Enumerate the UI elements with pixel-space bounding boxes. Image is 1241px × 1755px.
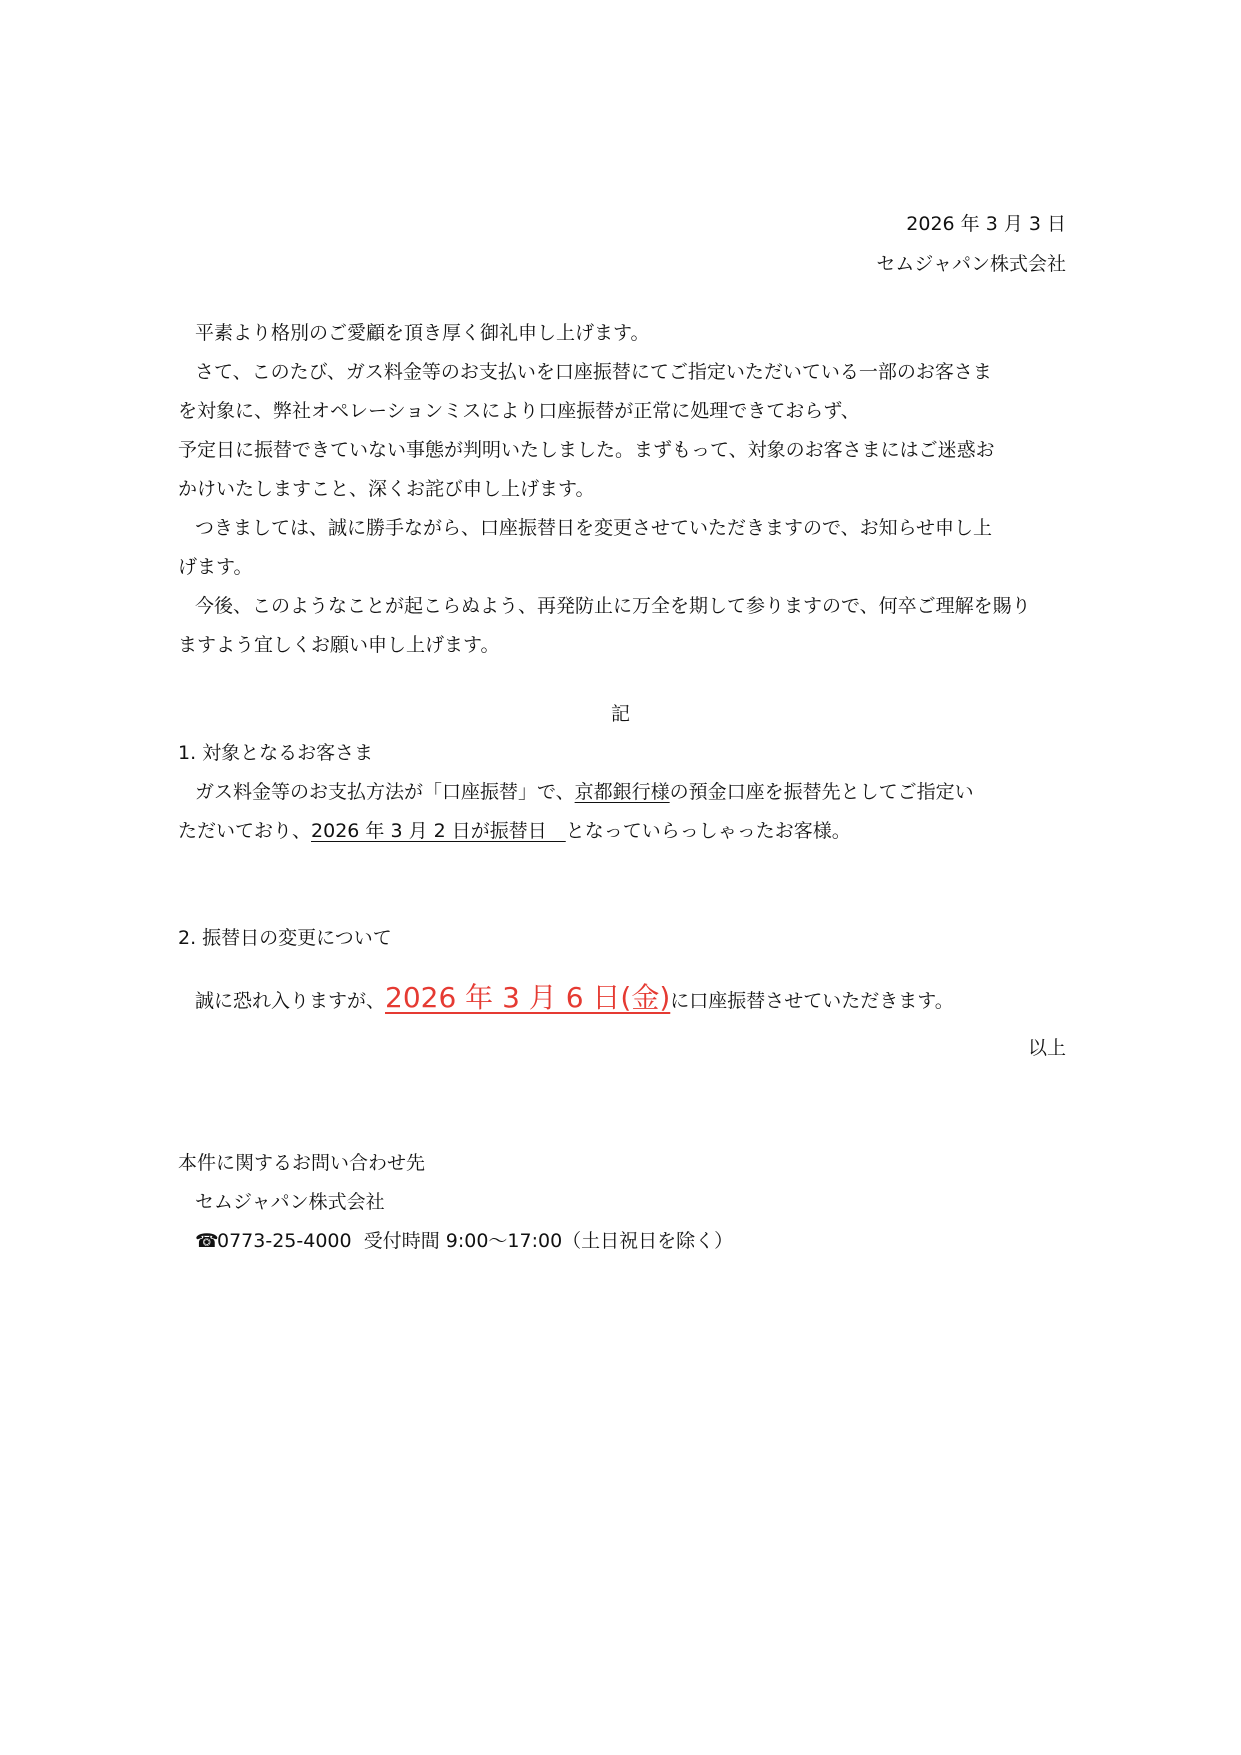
contact-hours: 受付時間 9:00～17:00（土日祝日を除く） xyxy=(363,1230,734,1252)
section-2-prefix: 誠に恐れ入りますが、 xyxy=(195,990,386,1012)
section-1-line-1 xyxy=(195,779,974,805)
body-paragraph-4-line-1: 今後、このようなことが起こらぬよう、再発防止に万全を期して参りますので、何卒ご理解を賜り xyxy=(195,595,1031,617)
section-1-line-2 xyxy=(178,818,851,844)
body-paragraph-3-line-2: げます。 xyxy=(178,556,253,578)
contact-phone-number: 0773-25-4000 xyxy=(217,1230,352,1252)
section-1-text-d: となっていらっしゃったお客様。 xyxy=(565,820,851,842)
body-paragraph-2-line-4: かけいたしますこと、深くお詫び申し上げます。 xyxy=(178,478,595,500)
bank-name: 京都銀行様 xyxy=(574,781,670,803)
body-paragraph-2-line-2: を対象に、弊社オペレーションミスにより口座振替が正常に処理できておらず、 xyxy=(178,400,860,422)
contact-heading: 本件に関するお問い合わせ先 xyxy=(178,1152,426,1174)
body-paragraph-1: 平素より格別のご愛顧を頂き厚く御礼申し上げます。 xyxy=(195,322,650,344)
body-paragraph-2-line-1: さて、このたび、ガス料金等のお支払いを口座振替にてご指定いただいている一部のお客さま xyxy=(195,361,992,383)
issuer-company: セムジャパン株式会社 xyxy=(876,253,1066,275)
issue-date: 2026 年 3 月 3 日 xyxy=(906,213,1066,235)
closing-mark: 以上 xyxy=(1027,1037,1066,1059)
contact-phone-line xyxy=(195,1228,733,1254)
new-transfer-date: 2026 年 3 月 6 日(金) xyxy=(385,981,671,1014)
phone-icon: ☎ xyxy=(195,1230,219,1252)
section-2-heading: 2. 振替日の変更について xyxy=(178,927,392,949)
body-paragraph-2-line-3: 予定日に振替できていない事態が判明いたしました。まずもって、対象のお客さまにはご迷惑お xyxy=(178,439,995,461)
section-1-text-a: ガス料金等のお支払方法が「口座振替」で、 xyxy=(195,781,575,803)
original-transfer-date: 2026 年 3 月 2 日が振替日 xyxy=(311,820,566,842)
body-paragraph-3-line-1: つきましては、誠に勝手ながら、口座振替日を変更させていただきますので、お知らせ申し上 xyxy=(195,517,993,539)
section-2-line xyxy=(195,980,954,1019)
contact-company: セムジャパン株式会社 xyxy=(195,1191,385,1213)
section-1-text-b: の預金口座を振替先としてご指定い xyxy=(669,781,974,803)
ki-marker: 記 xyxy=(610,703,630,725)
section-1-heading: 1. 対象となるお客さま xyxy=(178,742,374,764)
body-paragraph-4-line-2: ますよう宜しくお願い申し上げます。 xyxy=(178,634,500,656)
section-1-text-c: ただいており、 xyxy=(178,820,312,842)
section-2-suffix: に口座振替させていただきます。 xyxy=(670,990,954,1012)
